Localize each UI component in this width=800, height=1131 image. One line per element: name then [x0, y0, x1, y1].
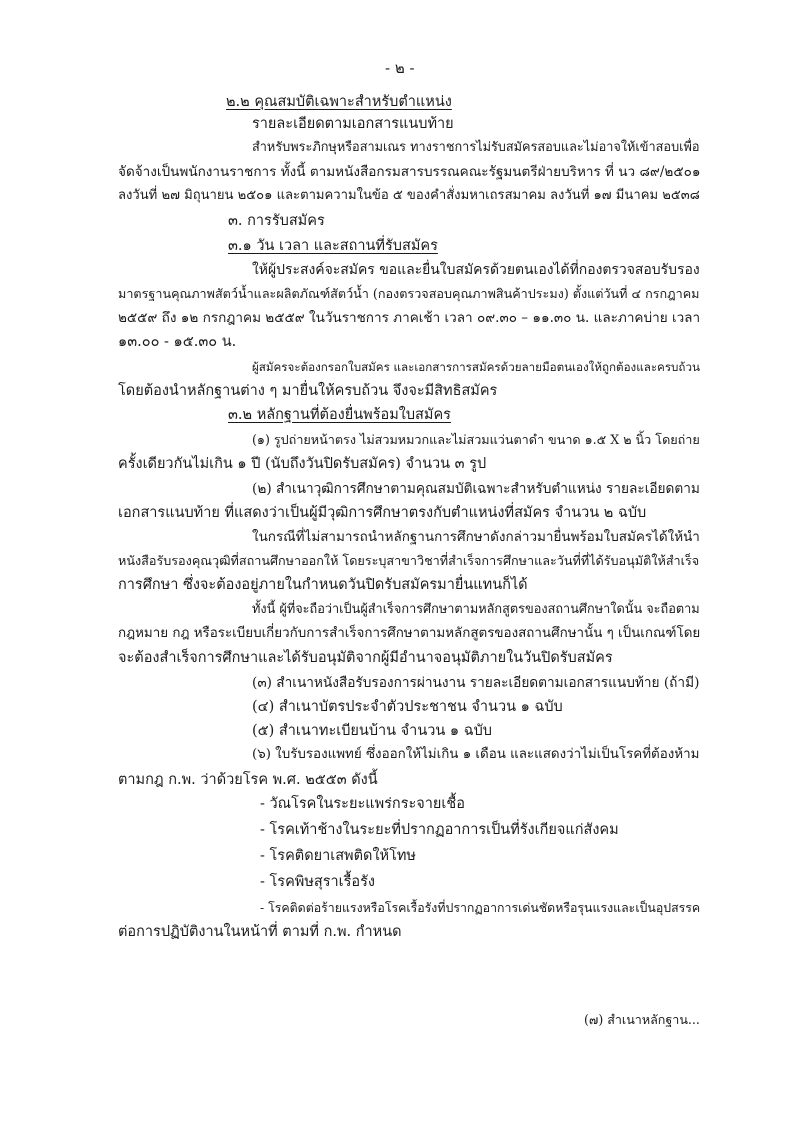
- section-2-2-heading: ๒.๒ คุณสมบัติเฉพาะสำหรับตำแหน่ง: [226, 94, 452, 110]
- item-6-line-1: (๖) ใบรับรองแพทย์ ซึ่งออกให้ไม่เกิน ๑ เดือน และแสดงว่าไม่เป็นโรคที่ต้องห้าม: [252, 747, 700, 762]
- item-1-line-1: (๑) รูปถ่ายหน้าตรง ไม่สวมหมวกและไม่สวมแว่นตาดำ ขนาด ๑.๕ X ๒ นิ้ว โดยถ่าย: [252, 432, 700, 447]
- disease-item-4: - โรคพิษสุราเรื้อรัง: [260, 874, 376, 890]
- item-6-line-2: ตามกฎ ก.พ. ว่าด้วยโรค พ.ศ. ๒๕๕๓ ดังนี้: [118, 772, 378, 788]
- item-4: (๔) สำเนาบัตรประจำตัวประชาชน จำนวน ๑ ฉบับ: [252, 699, 563, 715]
- item-1-line-2: ครั้งเดียวกันไม่เกิน ๑ ปี (นับถึงวันปิดรับสมัคร) จำนวน ๓ รูป: [118, 456, 487, 472]
- grad-paragraph-line-3: จะต้องสำเร็จการศึกษาและได้รับอนุมัติจากผู้มีอำนาจอนุมัติภายในวันปิดรับสมัคร: [118, 650, 613, 666]
- monk-paragraph-line-1: สำหรับพระภิกษุหรือสามเณร ทางราชการไม่รับสมัครสอบและไม่อาจให้เข้าสอบเพื่อ: [252, 140, 700, 155]
- grad-paragraph-line-1: ทั้งนี้ ผู้ที่จะถือว่าเป็นผู้สำเร็จการศึกษาตามหลักสูตรของสถานศึกษาใดนั้น จะถือตาม: [252, 602, 700, 617]
- monk-paragraph-line-2: จัดจ้างเป็นพนักงานราชการ ทั้งนี้ ตามหนังสือกรมสารบรรณคณะรัฐมนตรีฝ่ายบริหาร ที่ นว ๘๙/๒๕๐๑: [118, 164, 701, 180]
- apply-paragraph-line-2: มาตรฐานคุณภาพสัตว์น้ำและผลิตภัณฑ์สัตว์น้ำ (กองตรวจสอบคุณภาพสินค้าประมง) ตั้งแต่วันที่ ๔ กรกฎาคม: [118, 286, 700, 301]
- apply-paragraph-line-3: ๒๕๕๙ ถึง ๑๒ กรกฎาคม ๒๕๕๙ ในวันราชการ ภาคเช้า เวลา ๐๙.๓๐ – ๑๑.๓๐ น. และภาคบ่าย เวลา: [118, 310, 701, 326]
- section-3-1-heading: ๓.๑ วัน เวลา และสถานที่รับสมัคร: [228, 238, 438, 254]
- cert-paragraph-line-2: หนังสือรับรองคุณวุฒิที่สถานศึกษาออกให้ โดยระบุสาขาวิชาที่สำเร็จการศึกษาและวันที่ที่ได้รับอนุมัติให้สำเร็จ: [118, 553, 700, 568]
- disease-item-2: - โรคเท้าช้างในระยะที่ปรากฏอาการเป็นที่รังเกียจแก่สังคม: [260, 822, 619, 838]
- item-2-line-2: เอกสารแนบท้าย ที่แสดงว่าเป็นผู้มีวุฒิการศึกษาตรงกับตำแหน่งที่สมัคร จำนวน ๒ ฉบับ: [118, 505, 647, 521]
- section-3-2-heading: ๓.๒ หลักฐานที่ต้องยื่นพร้อมใบสมัคร: [228, 407, 451, 423]
- continuation-marker: (๗) สำเนาหลักฐาน...: [584, 1012, 700, 1027]
- item-3: (๓) สำเนาหนังสือรับรองการผ่านงาน รายละเอียดตามเอกสารแนบท้าย (ถ้ามี): [252, 675, 700, 691]
- disease-item-5-line-2: ต่อการปฏิบัติงานในหน้าที่ ตามที่ ก.พ. กำหนด: [118, 924, 402, 940]
- item-2-line-1: (๒) สำเนาวุฒิการศึกษาตามคุณสมบัติเฉพาะสำหรับตำแหน่ง รายละเอียดตาม: [252, 481, 700, 497]
- disease-item-5-line-1: - โรคติดต่อร้ายแรงหรือโรคเรื้อรังที่ปรากฏอาการเด่นชัดหรือรุนแรงและเป็นอุปสรรค: [260, 901, 701, 915]
- page-number: - ๒ -: [385, 59, 415, 77]
- item-5: (๕) สำเนาทะเบียนบ้าน จำนวน ๑ ฉบับ: [252, 723, 492, 739]
- grad-paragraph-line-2: กฎหมาย กฎ หรือระเบียบเกี่ยวกับการสำเร็จการศึกษาตามหลักสูตรของสถานศึกษานั้น ๆ เป็นเกณฑ์โดย: [118, 626, 701, 641]
- disease-item-3: - โรคติดยาเสพติดให้โทษ: [260, 848, 416, 864]
- cert-paragraph-line-3: การศึกษา ซึ่งจะต้องอยู่ภายในกำหนดวันปิดรับสมัครมายื่นแทนก็ได้: [118, 577, 528, 593]
- monk-paragraph-line-3: ลงวันที่ ๒๗ มิถุนายน ๒๕๐๑ และตามความในข้อ ๕ ของคำสั่งมหาเถรสมาคม ลงวันที่ ๑๗ มีนาคม ๒๕๓๘: [118, 188, 700, 203]
- disease-item-1: - วัณโรคในระยะแพร่กระจายเชื้อ: [260, 796, 465, 812]
- section-2-2-detail: รายละเอียดตามเอกสารแนบท้าย: [252, 116, 454, 132]
- cert-paragraph-line-1: ในกรณีที่ไม่สามารถนำหลักฐานการศึกษาดังกล่าวมายื่นพร้อมใบสมัครได้ให้นำ: [252, 529, 700, 545]
- section-3-heading: ๓. การรับสมัคร: [228, 213, 325, 229]
- apply-paragraph-line-4: ๑๓.๐๐ - ๑๕.๓๐ น.: [118, 334, 237, 350]
- apply-paragraph-line-1: ให้ผู้ประสงค์จะสมัคร ขอและยื่นใบสมัครด้วยตนเองได้ที่กองตรวจสอบรับรอง: [252, 262, 700, 278]
- fill-paragraph-line-2: โดยต้องนำหลักฐานต่าง ๆ มายื่นให้ครบถ้วน จึงจะมีสิทธิสมัคร: [118, 383, 498, 399]
- fill-paragraph-line-1: ผู้สมัครจะต้องกรอกใบสมัคร และเอกสารการสมัครด้วยลายมือตนเองให้ถูกต้องและครบถ้วน: [252, 360, 700, 374]
